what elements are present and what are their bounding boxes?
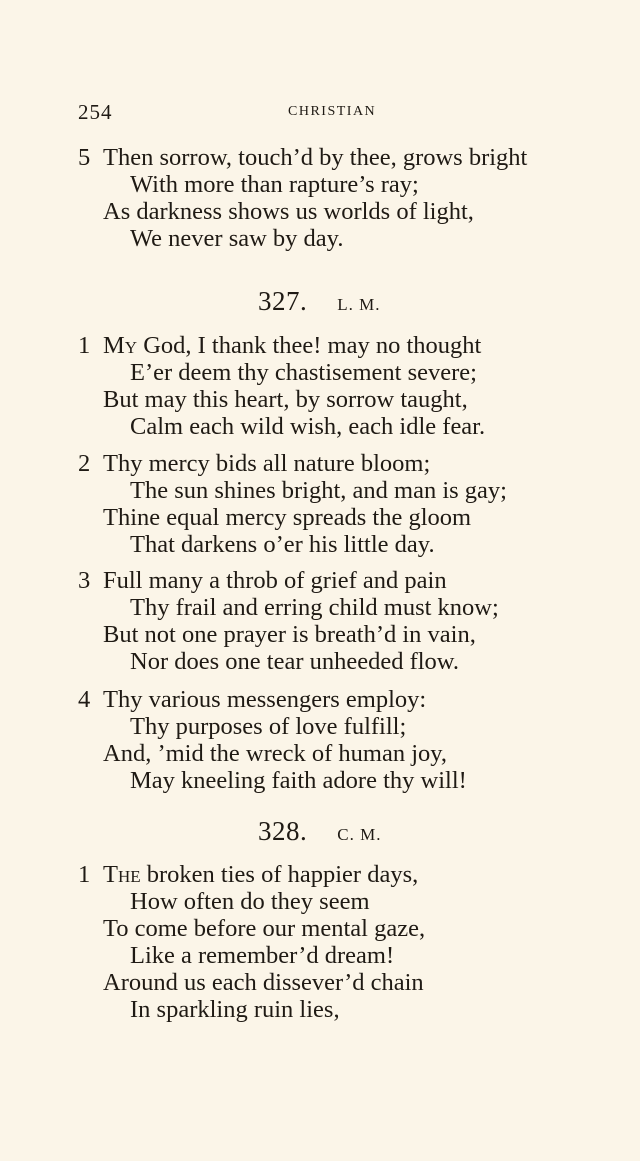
hymn-title bbox=[258, 286, 381, 317]
page-number: 254 bbox=[78, 100, 113, 124]
verse-line: Around us each dissever’d chain bbox=[103, 969, 424, 996]
stanza-number: 1 bbox=[78, 861, 91, 888]
verse-line: Thine equal mercy spreads the gloom bbox=[103, 504, 472, 531]
verse-line: But may this heart, by sorrow taught, bbox=[103, 386, 468, 413]
verse-line: In sparkling ruin lies, bbox=[130, 996, 340, 1023]
verse-line: How often do they seem bbox=[130, 888, 370, 915]
first-line-rest: broken ties of happier days, bbox=[140, 861, 419, 888]
verse-line: The sun shines bright, and man is gay; bbox=[130, 477, 507, 504]
stanza-number: 1 bbox=[78, 332, 91, 359]
verse-line: E’er deem thy chastisement severe; bbox=[130, 359, 477, 386]
verse-line: As darkness shows us worlds of light, bbox=[103, 198, 474, 225]
verse-line: May kneeling faith adore thy will! bbox=[130, 767, 467, 794]
verse-line: Calm each wild wish, each idle fear. bbox=[130, 413, 486, 440]
verse-line: And, ’mid the wreck of human joy, bbox=[103, 740, 448, 767]
hymn-number: 328. bbox=[258, 816, 308, 846]
stanza-number: 3 bbox=[78, 567, 91, 594]
first-word: My bbox=[103, 332, 138, 359]
first-line-rest: God, I thank thee! may no thought bbox=[137, 332, 482, 359]
verse-line: Like a remember’d dream! bbox=[130, 942, 395, 969]
verse-line: Thy purposes of love fulfill; bbox=[130, 713, 407, 740]
verse-line: We never saw by day. bbox=[130, 225, 344, 252]
verse-line bbox=[103, 861, 418, 889]
hymn-number: 327. bbox=[258, 286, 308, 316]
verse-line: To come before our mental gaze, bbox=[103, 915, 426, 942]
verse-line: Then sorrow, touch’d by thee, grows bright bbox=[103, 144, 528, 171]
hymn-meter: C. M. bbox=[337, 825, 382, 844]
verse-line: But not one prayer is breath’d in vain, bbox=[103, 621, 476, 648]
stanza-number: 4 bbox=[78, 686, 91, 713]
verse-line: Thy frail and erring child must know; bbox=[130, 594, 499, 621]
verse-line: Thy various messengers employ: bbox=[103, 686, 427, 713]
stanza-number: 2 bbox=[78, 450, 91, 477]
verse-line: Full many a throb of grief and pain bbox=[103, 567, 447, 594]
verse-line: Thy mercy bids all nature bloom; bbox=[103, 450, 431, 477]
first-word: The bbox=[103, 861, 141, 888]
verse-line bbox=[103, 332, 481, 360]
verse-line: With more than rapture’s ray; bbox=[130, 171, 419, 198]
verse-line: Nor does one tear unheeded flow. bbox=[130, 648, 460, 675]
verse-line: That darkens o’er his little day. bbox=[130, 531, 435, 558]
stanza-number: 5 bbox=[78, 144, 91, 171]
hymn-meter: L. M. bbox=[337, 295, 381, 314]
hymn-title bbox=[258, 816, 381, 847]
running-head: CHRISTIAN bbox=[288, 104, 377, 119]
page-header bbox=[78, 100, 598, 124]
